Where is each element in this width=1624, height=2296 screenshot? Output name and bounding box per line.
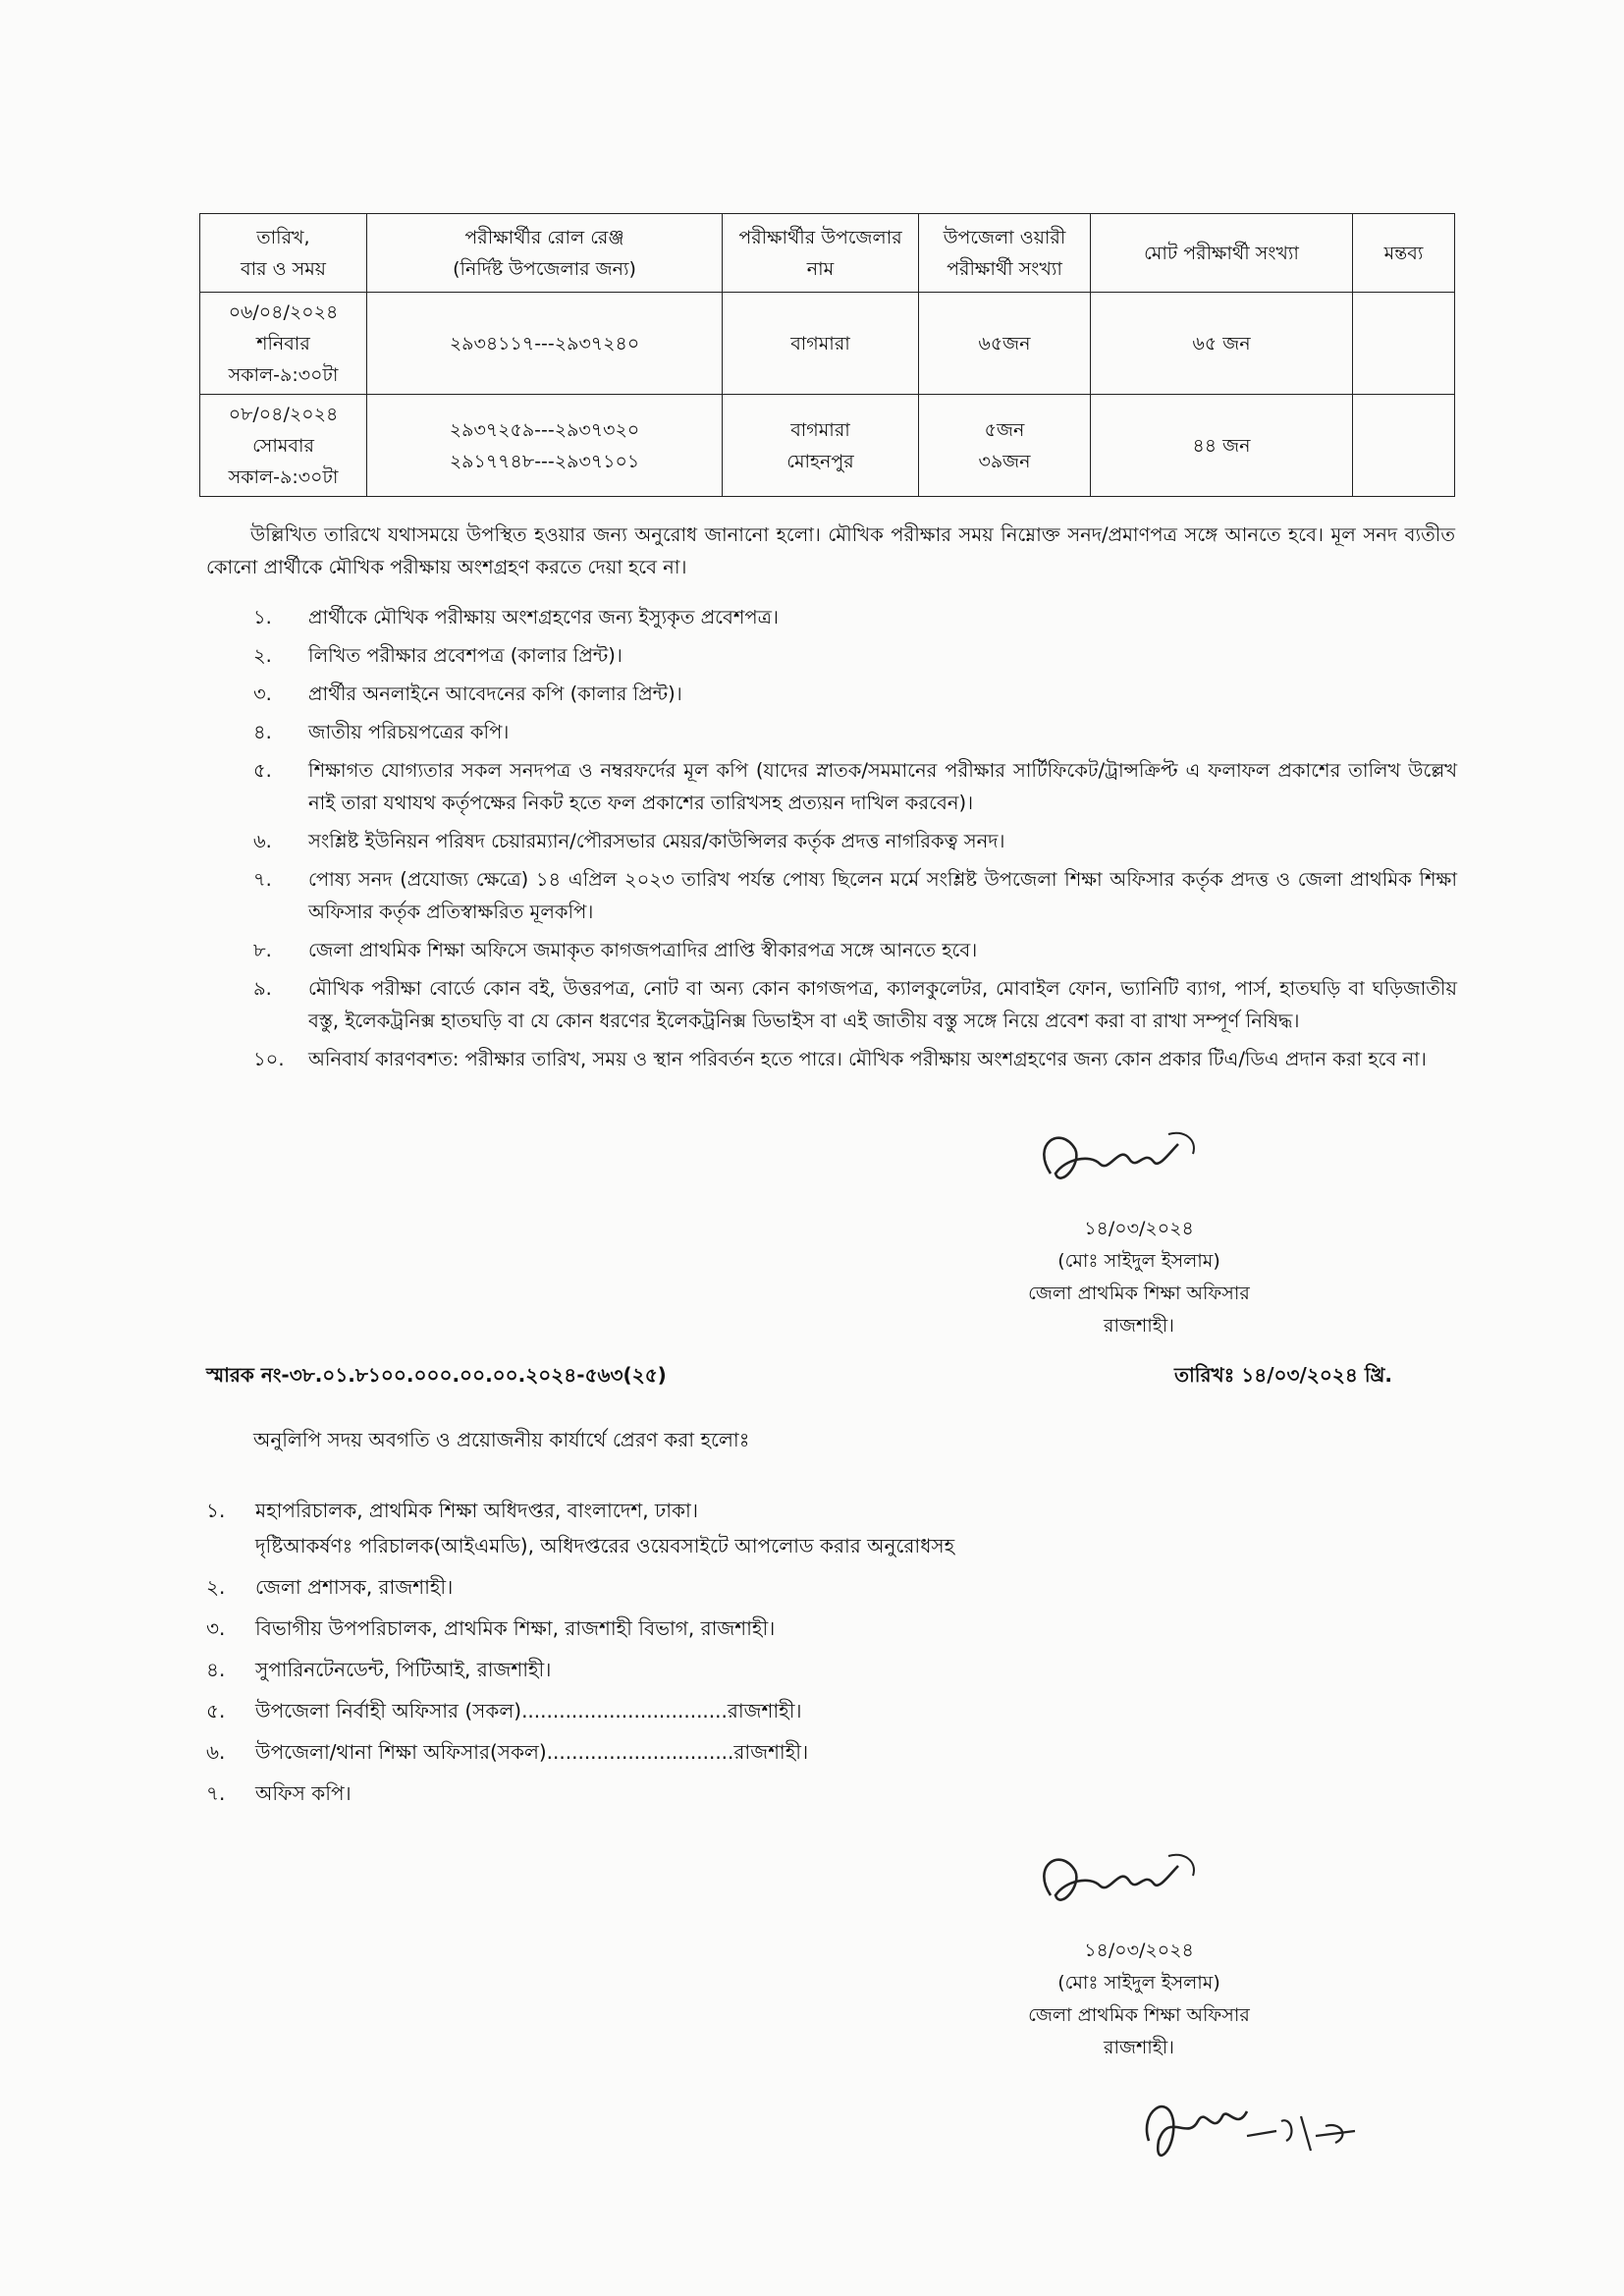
list-item: ১. প্রার্থীকে মৌখিক পরীক্ষায় অংশগ্রহণের জন্য ইস্যুকৃত প্রবেশপত্র। [253, 606, 779, 629]
cell-upazila: বাগমারা [723, 293, 919, 395]
list-item: ৫. উপজেলা নির্বাহী অফিসার (সকল).................................রাজশাহী। [206, 1699, 802, 1722]
memo-date: তারিখঃ ১৪/০৩/২০২৪ খ্রি. [1174, 1363, 1393, 1387]
header-per-upazila-count: উপজেলা ওয়ারী পরীক্ষার্থী সংখ্যা [919, 214, 1091, 293]
signature-block-2 [982, 1827, 1296, 2064]
signatory-name: (মোঃ সাইদুল ইসলাম) [1057, 1250, 1220, 1272]
list-item: ৩. বিভাগীয় উপপরিচালক, প্রাথমিক শিক্ষা, রাজশাহী বিভাগ, রাজশাহী। [206, 1616, 776, 1640]
cell-date: ০৮/০৪/২০২৪ সোমবার সকাল-৯:৩০টা [200, 395, 367, 497]
list-item: ৭. পোষ্য সনদ (প্রযোজ্য ক্ষেত্রে) ১৪ এপ্রিল ২০২৩ তারিখ পর্যন্ত পোষ্য ছিলেন মর্মে সংশ্লিষ্ট উপজেলা শিক্ষা অফিসার কর্তৃক প্রদত্ত ও জেলা প্রাথমিক শিক্ষা অফিসার কর্তৃক প্রতিস্বাক্ষরিত মূলকপি। [253, 868, 1457, 923]
header-roll-range: পরীক্ষার্থীর রোল রেঞ্জ (নির্দিষ্ট উপজেলার জন্য) [367, 214, 723, 293]
list-item: ৫. শিক্ষাগত যোগ্যতার সকল সনদপত্র ও নম্বরফর্দের মূল কপি (যাদের স্নাতক/সমমানের পরীক্ষার সার্টিফিকেট/ট্রান্সক্রিপ্ট এ ফলাফল প্রকাশের তালিখ উল্লেখ নাই তারা যথাযথ কর্তৃপক্ষের নিকট হতে ফল প্রকাশের তারিখসহ প্রত্যয়ন দাখিল করবেন)। [253, 759, 1457, 814]
cell-roll-range: ২৯৩৭২৫৯---২৯৩৭৩২০ ২৯১৭৭৪৮---২৯৩৭১০১ [367, 395, 723, 497]
signatory-designation: জেলা প্রাথমিক শিক্ষা অফিসার [1028, 2004, 1250, 2026]
instructions-paragraph: উল্লিখিত তারিখে যথাসময়ে উপস্থিত হওয়ার জন্য অনুরোধ জানানো হলো। মৌখিক পরীক্ষার সময় নিম্নোক্ত সনদ/প্রমাণপত্র সঙ্গে আনতে হবে। মূল সনদ ব্যতীত কোনো প্রার্থীকে মৌখিক পরীক্ষায় অংশগ্রহণ করতে দেয়া হবে না। [206, 523, 1455, 578]
header-total: মোট পরীক্ষার্থী সংখ্যা [1091, 214, 1353, 293]
header-date: তারিখ, বার ও সময় [200, 214, 367, 293]
cell-count: ৬৫জন [919, 293, 1091, 395]
handwritten-signature [982, 1105, 1296, 1213]
cell-total: ৬৫ জন [1091, 293, 1353, 395]
list-item: ২. জেলা প্রশাসক, রাজশাহী। [206, 1575, 454, 1599]
list-item: ৬. উপজেলা/থানা শিক্ষা অফিসার(সকল)..............................রাজশাহী। [206, 1740, 809, 1764]
signatory-name: (মোঃ সাইদুল ইসলাম) [1057, 1972, 1220, 1994]
header-remarks: মন্তব্য [1353, 214, 1455, 293]
list-item: ১০. অনিবার্য কারণবশত: পরীক্ষার তারিখ, সময় ও স্থান পরিবর্তন হতে পারে। মৌখিক পরীক্ষায় অংশগ্রহণের জন্য কোন প্রকার টিএ/ডিএ প্রদান করা হবে না। [253, 1048, 1427, 1070]
signature-date: ১৪/০৩/২০২৪ [1084, 1218, 1194, 1239]
signatory-place: রাজশাহী। [1104, 2037, 1174, 2058]
handwritten-signature [982, 1827, 1296, 1935]
cell-remarks [1353, 293, 1455, 395]
list-item: ৪. জাতীয় পরিচয়পত্রের কপি। [253, 721, 510, 743]
memo-number: স্মারক নং-৩৮.০১.৮১০০.০০০.০০.০০.২০২৪-৫৬৩(২৫) [206, 1363, 667, 1387]
exam-schedule-table [199, 213, 1455, 497]
signature-date: ১৪/০৩/২০২৪ [1084, 1940, 1194, 1961]
header-upazila: পরীক্ষার্থীর উপজেলার নাম [723, 214, 919, 293]
table-row [200, 395, 1455, 497]
list-item: ১. মহাপরিচালক, প্রাথমিক শিক্ষা অধিদপ্তর, বাংলাদেশ, ঢাকা। দৃষ্টিআকর্ষণঃ পরিচালক(আইএমডি), অধিদপ্তরের ওয়েবসাইটে আপলোড করার অনুরোধসহ [206, 1499, 955, 1558]
copy-intro: অনুলিপি সদয় অবগতি ও প্রয়োজনীয় কার্যার্থে প্রেরণ করা হলোঃ [253, 1428, 750, 1451]
list-item: ৪. সুপারিনটেনডেন্ট, পিটিআই, রাজশাহী। [206, 1658, 552, 1681]
cell-count: ৫জন ৩৯জন [919, 395, 1091, 497]
cell-total: ৪৪ জন [1091, 395, 1353, 497]
list-item: ৯. মৌখিক পরীক্ষা বোর্ডে কোন বই, উত্তরপত্র, নোট বা অন্য কোন কাগজপত্র, ক্যালকুলেটর, মোবাইল ফোন, ভ্যানিটি ব্যাগ, পার্স, হাতঘড়ি বা ঘড়িজাতীয় বস্তু, ইলেকট্রনিক্স হাতঘড়ি বা যে কোন ধরণের ইলেকট্রনিক্স ডিভাইস বা এই জাতীয় বস্তু সঙ্গে নিয়ে প্রবেশ করা বা রাখা সম্পূর্ণ নিষিদ্ধ। [253, 977, 1457, 1032]
cell-roll-range: ২৯৩৪১১৭---২৯৩৭২৪০ [367, 293, 723, 395]
cell-date: ০৬/০৪/২০২৪ শনিবার সকাল-৯:৩০টা [200, 293, 367, 395]
list-item: ৩. প্রার্থীর অনলাইনে আবেদনের কপি (কালার প্রিন্ট)। [253, 683, 682, 705]
list-item: ৮. জেলা প্রাথমিক শিক্ষা অফিসে জমাকৃত কাগজপত্রাদির প্রাপ্তি স্বীকারপত্র সঙ্গে আনতে হবে। [253, 939, 978, 961]
list-item: ২. লিখিত পরীক্ষার প্রবেশপত্র (কালার প্রিন্ট)। [253, 644, 623, 667]
requirements-list [253, 601, 1457, 1081]
signatory-place: রাজশাহী। [1104, 1315, 1174, 1337]
handwritten-initials [1129, 2082, 1365, 2194]
copy-distribution-list [206, 1493, 1286, 1817]
table-header-row [200, 214, 1455, 293]
table-row [200, 293, 1455, 395]
list-item: ৬. সংশ্লিষ্ট ইউনিয়ন পরিষদ চেয়ারম্যান/পৌরসভার মেয়র/কাউন্সিলর কর্তৃক প্রদত্ত নাগরিকত্ব সনদ। [253, 830, 1005, 852]
cell-remarks [1353, 395, 1455, 497]
signatory-designation: জেলা প্রাথমিক শিক্ষা অফিসার [1028, 1283, 1250, 1304]
cell-upazila: বাগমারা মোহনপুর [723, 395, 919, 497]
signature-block-1 [982, 1105, 1296, 1342]
list-item: ৭. অফিস কপি। [206, 1781, 352, 1805]
